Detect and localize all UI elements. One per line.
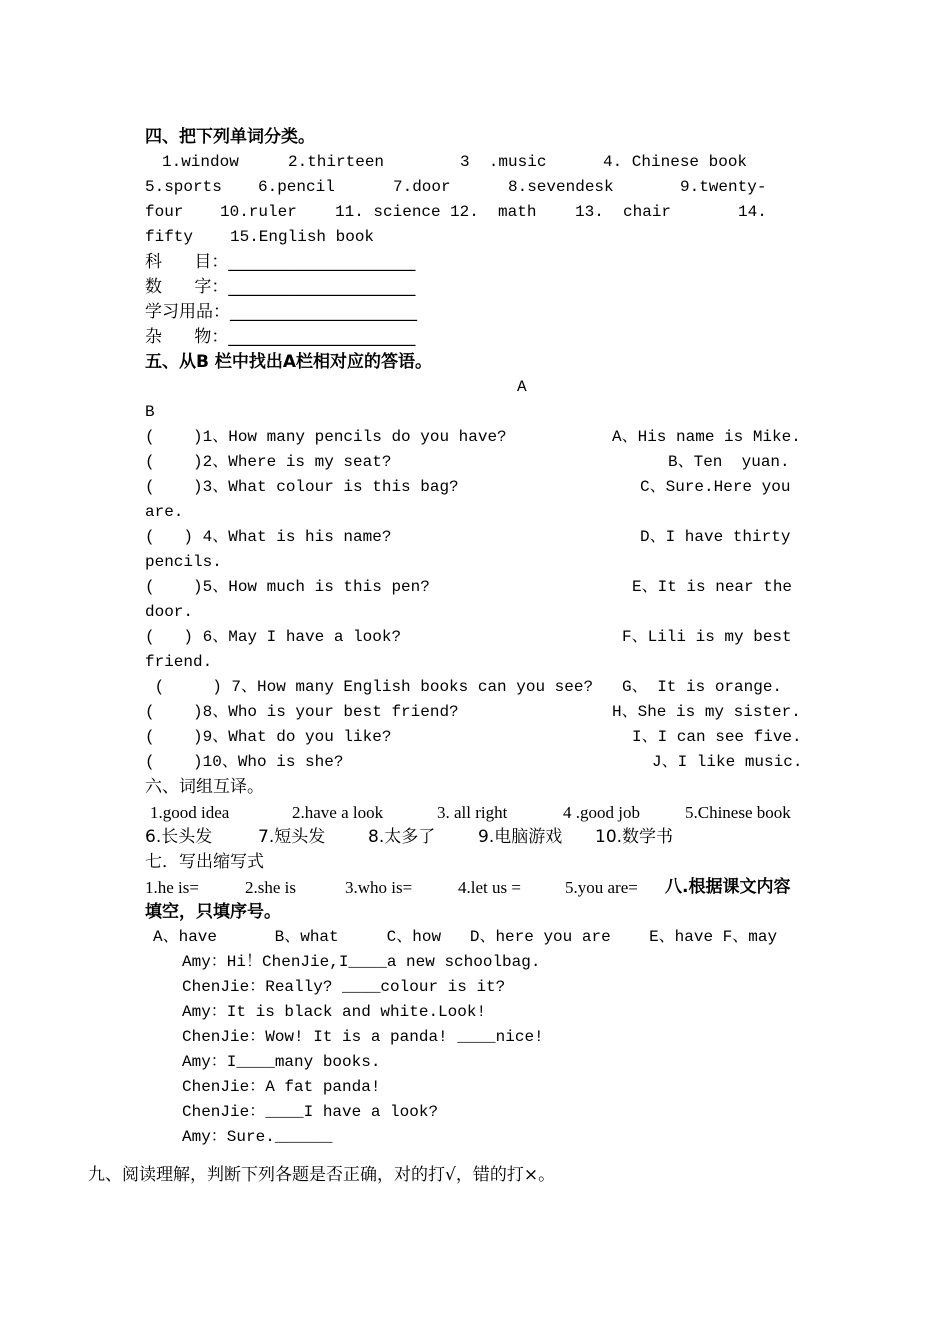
fill-options: A、have B、what C、how D、here you are E、have F、may [153,928,778,946]
word-11: 11. science [335,203,441,221]
dialogue-line-4: ChenJie：Wow! It is a panda! ____nice! [182,1028,544,1046]
word-15: 15.English book [230,228,375,246]
section-8-title: 八.根据课文内容 [665,877,791,897]
answer-c: C、Sure.Here you [640,478,791,496]
dialogue-line-6: ChenJie：A fat panda! [182,1078,381,1096]
word-14: 14. [738,203,767,221]
category-numbers: 数 字：______________________ [145,277,416,297]
question-6: ( ) 6、May I have a look? [145,628,402,646]
answer-j: J、I like music. [652,753,803,771]
word-4: 4. Chinese book [603,153,748,171]
word-2: 2.thirteen [288,153,385,171]
dialogue-line-5: Amy：I____many books. [182,1053,381,1071]
word-10: 10.ruler [220,203,297,221]
answer-h: H、She is my sister. [612,703,801,721]
answer-d: D、I have thirty [640,528,791,546]
phrase-2: 2.have a look [292,803,384,822]
dialogue-line-1: Amy：Hi！ChenJie,I____a new schoolbag. [182,953,541,971]
contraction-3: 3.who is= [345,878,413,897]
section-7-title: 七．写出缩写式 [145,852,264,872]
category-subjects: 科 目：______________________ [145,252,416,272]
section-6-title: 六、词组互译。 [145,777,264,797]
answer-c-continued: are. [145,503,184,521]
word-8: 8.sevendesk [508,178,614,196]
word-9: 9.twenty- [680,178,767,196]
phrase-3: 3. all right [437,803,508,822]
word-5: 5.sports [145,178,222,196]
answer-f: F、Lili is my best [622,628,792,646]
word-6: 6.pencil [258,178,335,196]
answer-i: I、I can see five. [632,728,802,746]
word-12: 12. math [450,203,537,221]
answer-b: B、Ten yuan. [668,453,790,471]
dialogue-line-2: ChenJie：Really? ____colour is it? [182,978,506,996]
phrase-7: 7.短头发 [258,827,326,847]
phrase-4: 4 .good job [563,803,640,822]
dialogue-line-7: ChenJie：____I have a look? [182,1103,439,1121]
question-1: ( )1、How many pencils do you have? [145,428,507,446]
section-9-title: 九、阅读理解，判断下列各题是否正确，对的打√，错的打×。 [88,1165,556,1185]
column-a-label: A [517,378,527,396]
question-8: ( )8、Who is your best friend? [145,703,459,721]
contraction-4: 4.let us = [458,878,521,897]
phrase-1: 1.good idea [150,803,230,822]
contraction-2: 2.she is [245,878,296,897]
phrase-9: 9.电脑游戏 [478,827,563,847]
word-13: 13. chair [575,203,672,221]
dialogue-line-8: Amy：Sure.______ [182,1128,333,1146]
phrase-6: 6.长头发 [145,827,213,847]
answer-e: E、It is near the [632,578,793,596]
phrase-5: 5.Chinese book [685,803,791,822]
answer-g: G、 It is orange. [622,678,783,696]
question-2: ( )2、Where is my seat? [145,453,392,471]
phrase-8: 8.太多了 [368,827,436,847]
word-14-continued: fifty [145,228,194,246]
section-4-title: 四、把下列单词分类。 [145,127,315,147]
word-9-continued: four [145,203,184,221]
question-10: ( )10、Who is she? [145,753,344,771]
category-misc: 杂 物：______________________ [145,327,416,347]
category-school-supplies: 学习用品：______________________ [145,302,417,322]
question-7: ( ) 7、How many English books can you see? [145,678,594,696]
word-1: 1.window [162,153,239,171]
answer-a: A、His name is Mike. [612,428,801,446]
question-9: ( )9、What do you like? [145,728,392,746]
answer-e-continued: door. [145,603,194,621]
section-5-title: 五、从B 栏中找出A栏相对应的答语。 [145,352,433,372]
question-3: ( )3、What colour is this bag? [145,478,459,496]
word-3: 3 .music [460,153,547,171]
contraction-1: 1.he is= [145,878,199,897]
phrase-10: 10.数学书 [595,827,674,847]
column-b-label: B [145,403,155,421]
dialogue-line-3: Amy：It is black and white.Look! [182,1003,487,1021]
section-8-title-continued: 填空，只填序号。 [145,902,281,922]
question-5: ( )5、How much is this pen? [145,578,430,596]
answer-f-continued: friend. [145,653,213,671]
answer-d-continued: pencils. [145,553,222,571]
question-4: ( ) 4、What is his name? [145,528,392,546]
word-7: 7.door [393,178,451,196]
contraction-5: 5.you are= [565,878,638,897]
